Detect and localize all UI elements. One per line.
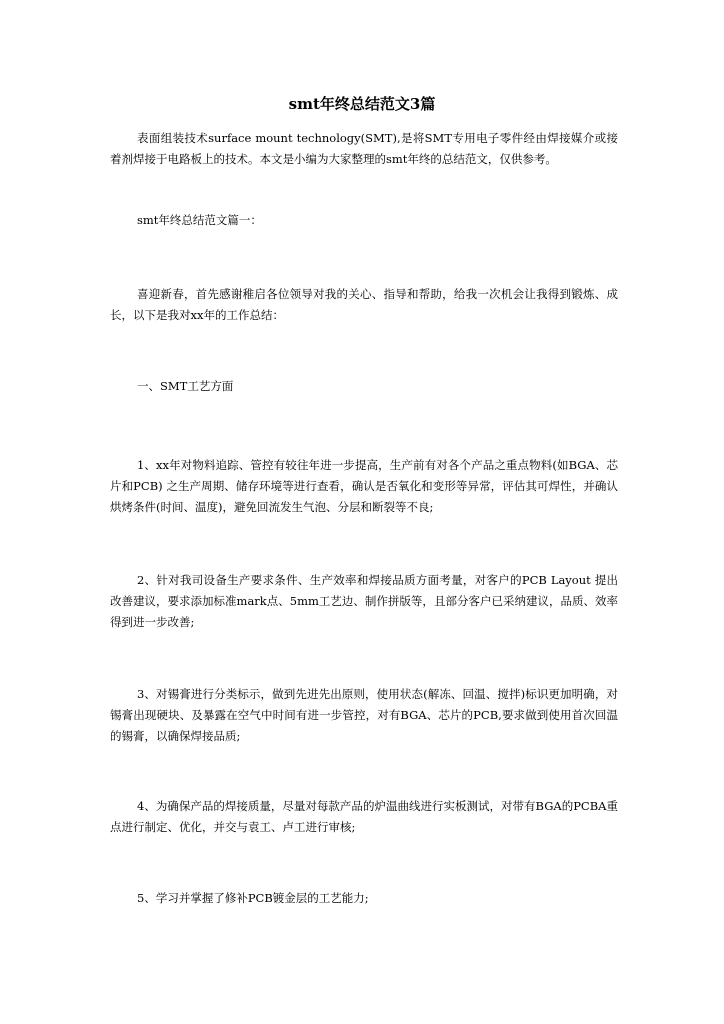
- item-paragraph-5: 5、学习并掌握了修补PCB镀金层的工艺能力;: [137, 891, 369, 905]
- item-paragraph-2: 2、针对我司设备生产要求条件、生产效率和焊接品质方面考量，对客户的PCB Layout 提出改善建议，要求添加标准mark点、5mm工艺边、制作拼版等，且部分客户已采纳建议，品质、效率得到进一步改善;: [110, 573, 618, 629]
- item-paragraph-1: 1、xx年对物料追踪、管控有较往年进一步提高，生产前有对各个产品之重点物料(如BGA、芯片和PCB) 之生产周期、储存环境等进行查看，确认是否氧化和变形等异常，评估其可焊性，并确认烘烤条件(时间、温度)，避免回流发生气泡、分层和断裂等不良;: [110, 458, 618, 514]
- greeting-paragraph: 喜迎新春，首先感谢稚启各位领导对我的关心、指导和帮助，给我一次机会让我得到锻炼、成长，以下是我对xx年的工作总结：: [110, 287, 618, 322]
- part-heading: 一、SMT工艺方面: [137, 379, 234, 393]
- intro-paragraph: 表面组装技术surface mount technology(SMT),是将SMT专用电子零件经由焊接媒介或接着剂焊接于电路板上的技术。本文是小编为大家整理的smt年终的总结范文，仅供参考。: [110, 131, 618, 166]
- item-paragraph-3: 3、对锡膏进行分类标示，做到先进先出原则，使用状态(解冻、回温、搅拌)标识更加明确，对锡膏出现硬块、及暴露在空气中时间有进一步管控，对有BGA、芯片的PCB,要求做到使用首次回温的锡膏，以确保焊接品质;: [110, 687, 618, 743]
- section-heading: smt年终总结范文篇一：: [137, 213, 262, 227]
- item-paragraph-4: 4、为确保产品的焊接质量，尽量对每款产品的炉温曲线进行实板测试，对带有BGA的PCBA重点进行制定、优化，并交与袁工、卢工进行审核;: [110, 799, 618, 834]
- document-title: smt年终总结范文3篇: [288, 95, 436, 113]
